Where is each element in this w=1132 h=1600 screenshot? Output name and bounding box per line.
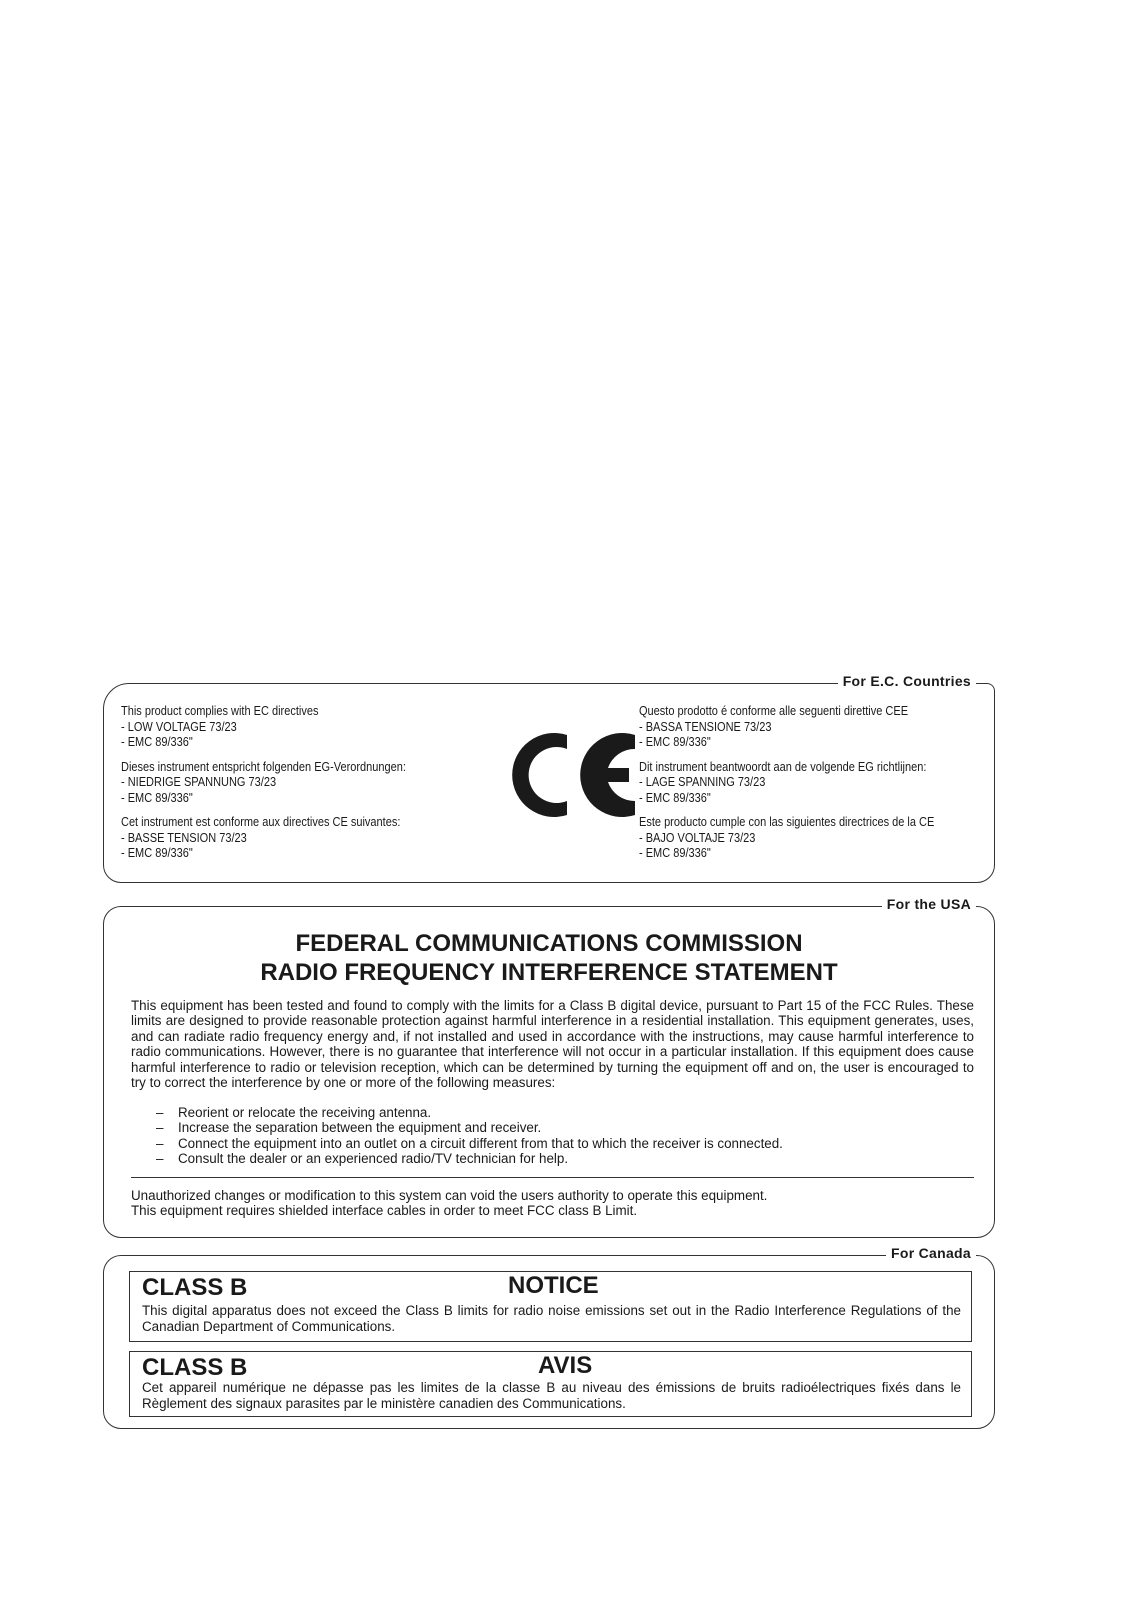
fcc-title-line-2: RADIO FREQUENCY INTERFERENCE STATEMENT xyxy=(260,959,838,986)
ec-directive-item: - EMC 89/336" xyxy=(639,735,711,749)
ec-tag: For E.C. Countries xyxy=(838,673,976,689)
fcc-measure-text: Reorient or relocate the receiving antenna. xyxy=(178,1105,432,1120)
fcc-statement-box xyxy=(103,896,995,1238)
fcc-measure-item xyxy=(156,1136,783,1151)
ec-directive-heading: Questo prodotto é conforme alle seguenti direttive CEE xyxy=(639,704,909,718)
fcc-body-text: This equipment has been tested and found to comply with the limits for a Class B digital device, pursuant to Part 15 of the FCC Rules. These limits are designed to provide reasonable protection against harmful interference in a residential installation. This equipment generates, uses, and can radiate radio frequency energy and, if not installed and used in accordance with the instructions, may cause harmful interference to radio communications. However, there is no guarantee that interference will not occur in a particular installation. If this equipment does cause harmful interference to radio or television reception, which can be determined by turning the equipment off and on, the user is encouraged to try to correct the interference by one or more of the following measures: xyxy=(131,998,974,1091)
notice-text: This digital apparatus does not exceed the Class B limits for radio noise emissions set out in the Radio Interference Regulations of the Canadian Department of Communications. xyxy=(142,1303,961,1334)
fcc-footer-line-1: Unauthorized changes or modification to this system can void the users authority to operate this equipment. xyxy=(131,1188,768,1203)
ec-directive-item: - LOW VOLTAGE 73/23 xyxy=(121,719,237,734)
ec-directive-item: - EMC 89/336" xyxy=(121,790,193,805)
fcc-measure-item xyxy=(156,1120,783,1135)
avis-panel xyxy=(129,1351,972,1417)
ec-directive-group xyxy=(121,704,406,751)
notice-panel xyxy=(129,1271,972,1342)
fcc-footer xyxy=(131,1188,767,1219)
canada-tag: For Canada xyxy=(886,1245,976,1261)
fcc-divider xyxy=(131,1177,974,1178)
ec-directive-heading: Este producto cumple con las siguientes directrices de la CE xyxy=(639,815,935,829)
fcc-measure-item xyxy=(156,1151,783,1166)
ec-compliance-box xyxy=(103,673,995,883)
fcc-measure-item xyxy=(156,1105,783,1120)
ec-directive-group xyxy=(639,815,934,862)
ec-directive-item: - EMC 89/336" xyxy=(121,846,193,860)
ec-directive-heading: This product complies with EC directives xyxy=(121,704,319,718)
fcc-footer-line-2: This equipment requires shielded interface cables in order to meet FCC class B Limit. xyxy=(131,1203,638,1219)
ec-directive-group xyxy=(639,704,934,751)
ec-directive-heading: Dit instrument beantwoordt aan de volgende EG richtlijnen: xyxy=(639,759,927,774)
dash-bullet: – xyxy=(156,1105,164,1120)
fcc-measures-list xyxy=(156,1105,783,1167)
dash-bullet: – xyxy=(156,1120,164,1136)
fcc-measure-text: Increase the separation between the equipment and receiver. xyxy=(178,1120,542,1136)
fcc-title-line-1: FEDERAL COMMUNICATIONS COMMISSION xyxy=(295,930,803,957)
ec-directive-item: - BAJO VOLTAJE 73/23 xyxy=(639,830,756,845)
avis-title: AVIS xyxy=(538,1352,593,1379)
ec-directive-group xyxy=(639,760,934,807)
ec-directive-item: - BASSE TENSION 73/23 xyxy=(121,830,247,845)
ec-directive-item: - EMC 89/336" xyxy=(121,735,193,749)
ec-directive-item: - NIEDRIGE SPANNUNG 73/23 xyxy=(121,775,277,789)
ec-directive-group xyxy=(121,815,406,862)
avis-class-label: CLASS B xyxy=(142,1354,248,1381)
usa-tag: For the USA xyxy=(882,896,976,912)
canada-notice-box xyxy=(103,1245,995,1429)
ec-directive-item: - BASSA TENSIONE 73/23 xyxy=(639,719,772,734)
fcc-measure-text: Consult the dealer or an experienced radio/TV technician for help. xyxy=(178,1151,569,1167)
ec-right-column xyxy=(639,704,934,871)
notice-title: NOTICE xyxy=(508,1272,599,1299)
dash-bullet: – xyxy=(156,1151,164,1167)
ec-directive-item: - EMC 89/336" xyxy=(639,846,711,860)
dash-bullet: – xyxy=(156,1135,164,1151)
fcc-measure-text: Connect the equipment into an outlet on a circuit different from that to which the receiver is connected. xyxy=(178,1135,783,1151)
avis-text: Cet appareil numérique ne dépasse pas les limites de la classe B au niveau des émissions de bruits radioélectriques fixés dans le Règlement des signaux parasites par le ministère canadien des Communications. xyxy=(142,1380,961,1411)
ec-left-column xyxy=(121,704,406,871)
ce-mark-icon xyxy=(509,727,641,823)
ec-directive-item: - EMC 89/336" xyxy=(639,790,711,805)
ec-directive-item: - LAGE SPANNING 73/23 xyxy=(639,775,766,789)
ec-directive-group xyxy=(121,760,406,807)
ec-directive-heading: Dieses instrument entspricht folgenden EG-Verordnungen: xyxy=(121,759,406,774)
ec-directive-heading: Cet instrument est conforme aux directives CE suivantes: xyxy=(121,815,401,829)
notice-class-label: CLASS B xyxy=(142,1274,248,1301)
fcc-title xyxy=(104,929,994,987)
